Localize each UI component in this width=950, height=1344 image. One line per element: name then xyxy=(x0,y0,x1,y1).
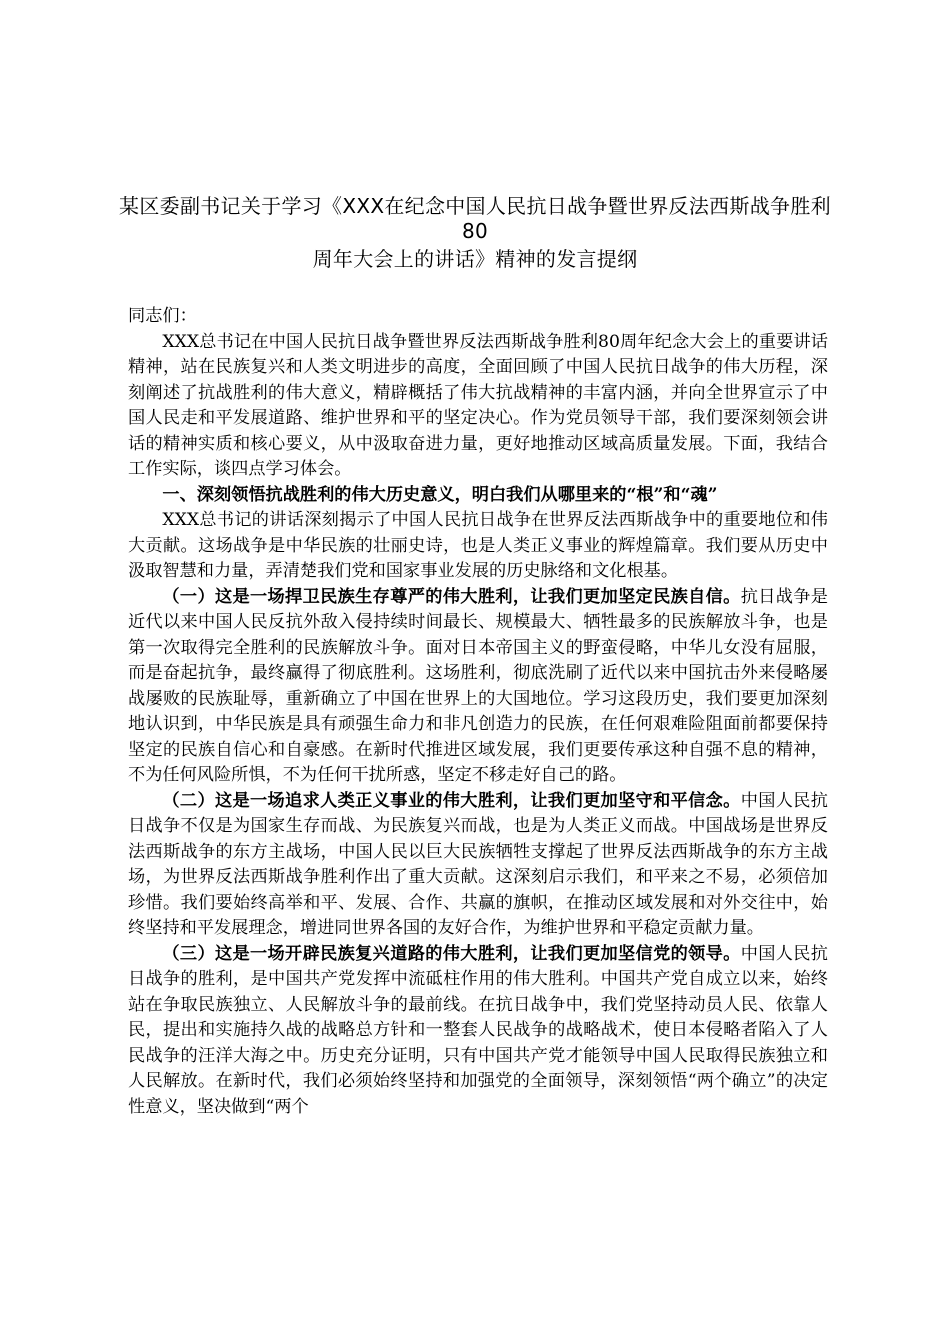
section-1-heading: 一、深刻领悟抗战胜利的伟大历史意义，明白我们从哪里来的“根”和“魂” xyxy=(162,484,718,505)
document-title-line-1: 某区委副书记关于学习《XXX在纪念中国人民抗日战争暨世界反法西斯战争胜利80 xyxy=(119,194,831,243)
salutation: 同志们： xyxy=(128,306,197,326)
intro-paragraph: XXX总书记在中国人民抗日战争暨世界反法西斯战争胜利80周年纪念大会上的重要讲话精神，站在民族复兴和人类文明进步的高度，全面回顾了中国人民抗日战争的伟大历程，深刻阐述了抗战胜利的伟大意义，精辟概括了伟大抗战精神的丰富内涵，并向全世界宣示了中国人民走和平发展道路、维护世界和平的坚定决心。作为党员领导干部，我们要深刻领会讲话的精神实质和核心要义，从中汲取奋进力量，更好地推动区域高质量发展。下面，我结合工作实际，谈四点学习体会。 xyxy=(128,331,828,479)
point-3-heading: （三）这是一场开辟民族复兴道路的伟大胜利，让我们更加坚信党的领导。 xyxy=(162,943,741,964)
document-title-line-2: 周年大会上的讲话》精神的发言提纲 xyxy=(312,247,638,271)
document-body xyxy=(128,304,828,1120)
point-3-text: 中国人民抗日战争的胜利，是中国共产党发挥中流砥柱作用的伟大胜利。中国共产党自成立以来，始终站在争取民族独立、人民解放斗争的最前线。在抗日战争中，我们党坚持动员人民、依靠人民，提出和实施持久战的战略总方针和一整套人民战争的战略战术，使日本侵略者陷入了人民战争的汪洋大海之中。历史充分证明，只有中国共产党才能领导中国人民取得民族独立和人民解放。在新时代，我们必须始终坚持和加强党的全面领导，深刻领悟“两个确立”的决定性意义，坚决做到“两个 xyxy=(128,943,828,1117)
point-2-heading: （二）这是一场追求人类正义事业的伟大胜利，让我们更加坚守和平信念。 xyxy=(162,790,741,811)
point-3-paragraph xyxy=(128,942,828,1121)
point-2-paragraph xyxy=(128,789,828,942)
point-1-paragraph xyxy=(128,585,828,789)
point-1-text: 抗日战争是近代以来中国人民反抗外敌入侵持续时间最长、规模最大、牺牲最多的民族解放斗争，也是第一次取得完全胜利的民族解放斗争。面对日本帝国主义的野蛮侵略，中华儿女没有屈服，而是奋起抗争，最终赢得了彻底胜利。这场胜利，彻底洗刷了近代以来中国抗击外来侵略屡战屡败的民族耻辱，重新确立了中国在世界上的大国地位。学习这段历史，我们要更加深刻地认识到，中华民族是具有顽强生命力和非凡创造力的民族，在任何艰难险阻面前都要保持坚定的民族自信心和自豪感。在新时代推进区域发展，我们更要传承这种自强不息的精神，不为任何风险所惧，不为任何干扰所惑，坚定不移走好自己的路。 xyxy=(128,586,828,785)
point-2-text: 中国人民抗日战争不仅是为国家生存而战、为民族复兴而战，也是为人类正义而战。中国战场是世界反法西斯战争的东方主战场，中国人民以巨大民族牺牲支撑起了世界反法西斯战争的东方主战场，为世界反法西斯战争胜利作出了重大贡献。这深刻启示我们，和平来之不易，必须倍加珍惜。我们要始终高举和平、发展、合作、共赢的旗帜，在推动区域发展和对外交往中，始终坚持和平发展理念，增进同世界各国的友好合作，为维护世界和平稳定贡献力量。 xyxy=(128,790,828,938)
section-1-intro-paragraph: XXX总书记的讲话深刻揭示了中国人民抗日战争在世界反法西斯战争中的重要地位和伟大贡献。这场战争是中华民族的壮丽史诗，也是人类正义事业的辉煌篇章。我们要从历史中汲取智慧和力量，弄清楚我们党和国家事业发展的历史脉络和文化根基。 xyxy=(128,510,828,581)
point-1-heading: （一）这是一场捍卫民族生存尊严的伟大胜利，让我们更加坚定民族自信。 xyxy=(162,586,741,607)
